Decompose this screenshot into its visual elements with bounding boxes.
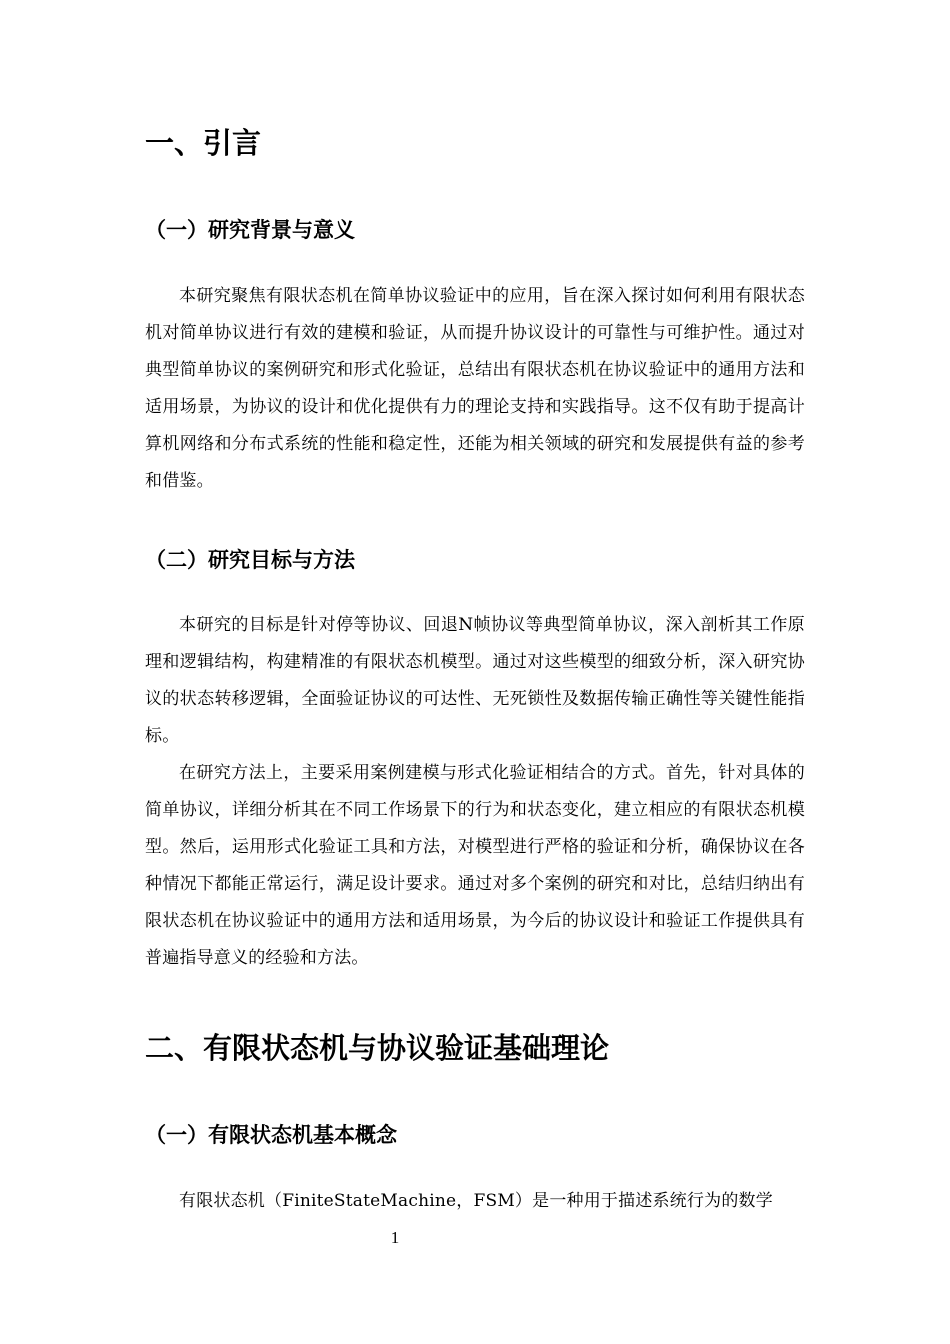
page-number: 1 <box>390 1228 400 1247</box>
subsection-heading-background: （一）研究背景与意义 <box>145 218 355 242</box>
section-heading-introduction: 一、引言 <box>145 126 262 160</box>
paragraph-methods: 在研究方法上，主要采用案例建模与形式化验证相结合的方式。首先，针对具体的简单协议，详细分析其在不同工作场景下的行为和状态变化，建立相应的有限状态机模型。然后，运用形式化验证工具和方法，对模型进行严格的验证和分析，确保协议在各种情况下都能正常运行，满足设计要求。通过对多个案例的研究和对比，总结归纳出有限状态机在协议验证中的通用方法和适用场景，为今后的协议设计和验证工作提供具有普遍指导意义的经验和方法。 <box>145 763 805 968</box>
paragraph-goals: 本研究的目标是针对停等协议、回退N帧协议等典型简单协议，深入剖析其工作原理和逻辑结构，构建精准的有限状态机模型。通过对这些模型的细致分析，深入研究协议的状态转移逻辑，全面验证协议的可达性、无死锁性及数据传输正确性等关键性能指标。 <box>145 615 805 746</box>
subsection-heading-fsm-concepts: （一）有限状态机基本概念 <box>145 1123 397 1147</box>
paragraph-fsm-definition: 有限状态机（FiniteStateMachine，FSM）是一种用于描述系统行为的数学 <box>179 1191 773 1211</box>
subsection-heading-goals-methods: （二）研究目标与方法 <box>145 548 355 572</box>
paragraph-background: 本研究聚焦有限状态机在简单协议验证中的应用，旨在深入探讨如何利用有限状态机对简单协议进行有效的建模和验证，从而提升协议设计的可靠性与可维护性。通过对典型简单协议的案例研究和形式化验证，总结出有限状态机在协议验证中的通用方法和适用场景，为协议的设计和优化提供有力的理论支持和实践指导。这不仅有助于提高计算机网络和分布式系统的性能和稳定性，还能为相关领域的研究和发展提供有益的参考和借鉴。 <box>145 286 805 491</box>
section-heading-fsm-theory: 二、有限状态机与协议验证基础理论 <box>145 1031 610 1065</box>
